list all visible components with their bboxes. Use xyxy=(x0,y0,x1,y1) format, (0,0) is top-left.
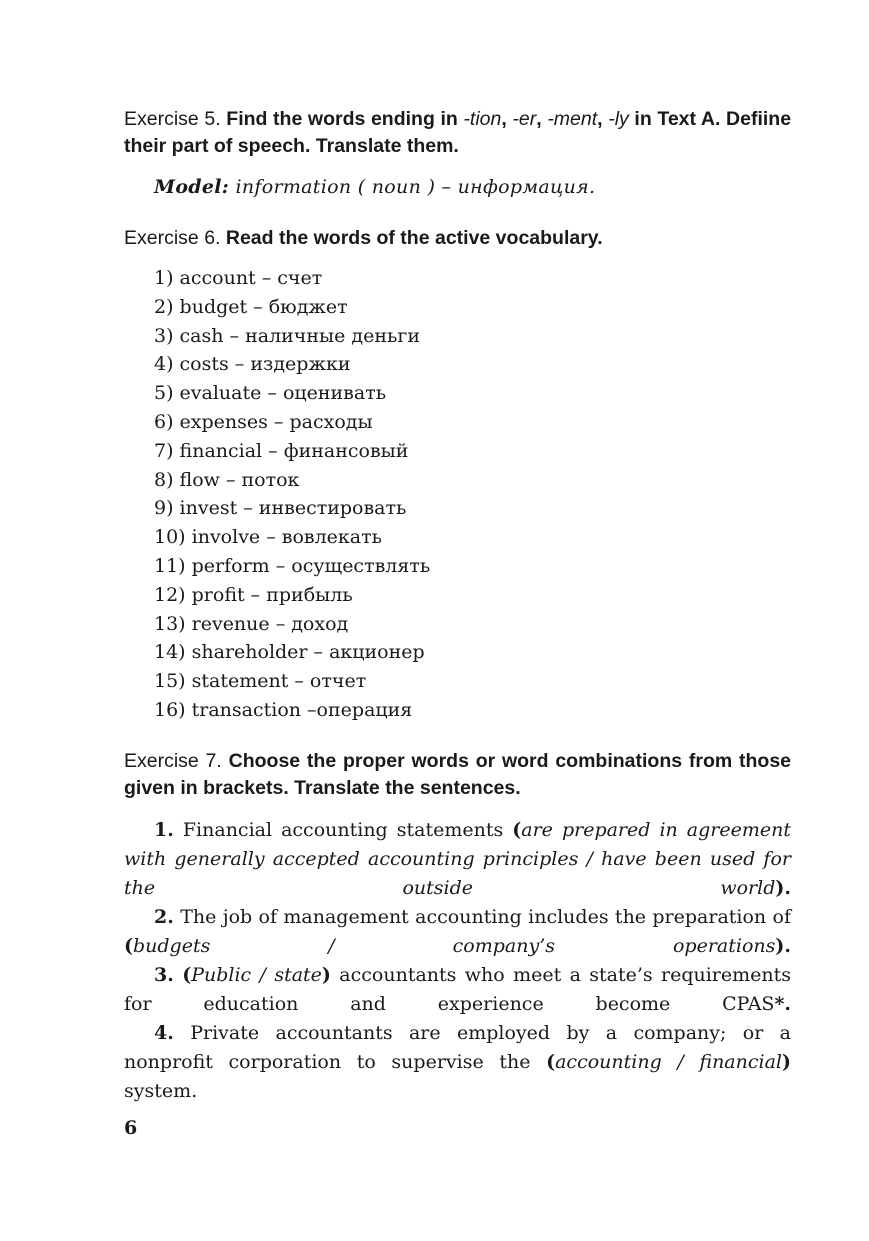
page-number: 6 xyxy=(124,1117,138,1139)
vocab-item: 11) perform – осуществлять xyxy=(154,554,431,577)
model-text: information ( noun ) – информация. xyxy=(235,176,596,198)
exercise-5-heading: Exercise 5. Find the words ending in -tion, -er, -ment, -ly in Text A. Defiine their part of speech. Translate them. xyxy=(124,108,792,157)
suffix-tion: -tion xyxy=(463,108,502,130)
exercise-6-instruction: Read the words of the active vocabulary. xyxy=(225,227,603,249)
exercise-7-heading xyxy=(124,748,791,802)
sentence-4-options: accounting / financial xyxy=(555,1051,782,1073)
vocab-item: 16) transaction –операция xyxy=(154,698,413,721)
exercise-6-heading xyxy=(124,225,791,252)
suffix-ment: -ment xyxy=(547,108,598,130)
exercise-6-label: Exercise 6. xyxy=(124,227,221,249)
vocab-item: 2) budget – бюджет xyxy=(154,295,348,318)
vocab-item: 15) statement – отчет xyxy=(154,670,367,693)
vocab-item: 9) invest – инвестировать xyxy=(154,497,407,520)
vocabulary-list xyxy=(154,264,430,725)
vocab-item: 12) profit – прибыль xyxy=(154,583,353,606)
sentence-1: 1. Financial accounting statements (are prepared in agreement with generally accepted accounting principles / have been used for the outside world). xyxy=(124,819,791,899)
exercise-5-instruction-a: Find the words ending in xyxy=(226,108,458,130)
model-example xyxy=(154,173,595,202)
vocab-item: 3) cash – наличные деньги xyxy=(154,324,420,347)
exercise-7-sentences xyxy=(124,816,791,1106)
suffix-er: -er xyxy=(512,108,537,130)
sentence-4: 4. Private accountants are employed by a company; or a nonprofit corporation to supervise the (accounting / financial) system. xyxy=(124,1022,792,1102)
vocab-item: 10) involve – вовлекать xyxy=(154,526,382,549)
exercise-7-instruction: Choose the proper words or word combinations from those given in brackets. Translate the sentences. xyxy=(124,750,792,799)
vocab-item: 5) evaluate – оценивать xyxy=(154,382,387,405)
vocab-item: 14) shareholder – акционер xyxy=(154,641,425,664)
suffix-ly: -ly xyxy=(608,108,629,130)
model-label: Model: xyxy=(154,176,230,198)
exercise-7-label: Exercise 7. xyxy=(124,750,222,772)
vocab-item: 7) financial – финансовый xyxy=(154,439,409,462)
sentence-1-options: are prepared in agreement with generally accepted accounting principles / have been used for the outside world xyxy=(124,819,791,899)
exercise-5-label: Exercise 5. xyxy=(124,108,221,130)
vocab-item: 8) flow – поток xyxy=(154,468,300,491)
sentence-2-options: budgets / company’s operations xyxy=(133,935,776,957)
vocab-item: 1) account – счет xyxy=(154,267,323,289)
vocab-item: 6) expenses – расходы xyxy=(154,410,373,433)
vocab-item: 4) costs – издержки xyxy=(154,353,351,376)
exercise-5-instruction-b: in Text A. Defiine their part of speech. Translate them. xyxy=(124,108,792,157)
sentence-2: 2. The job of management accounting includes the preparation of (budgets / company’s operations). xyxy=(124,906,791,957)
vocab-item: 13) revenue – доход xyxy=(154,612,349,635)
sentence-3-options: Public / state xyxy=(191,964,322,986)
sentence-3: 3. (Public / state) accountants who meet a state’s requirements for education and experience become CPAS*. xyxy=(124,964,792,1015)
